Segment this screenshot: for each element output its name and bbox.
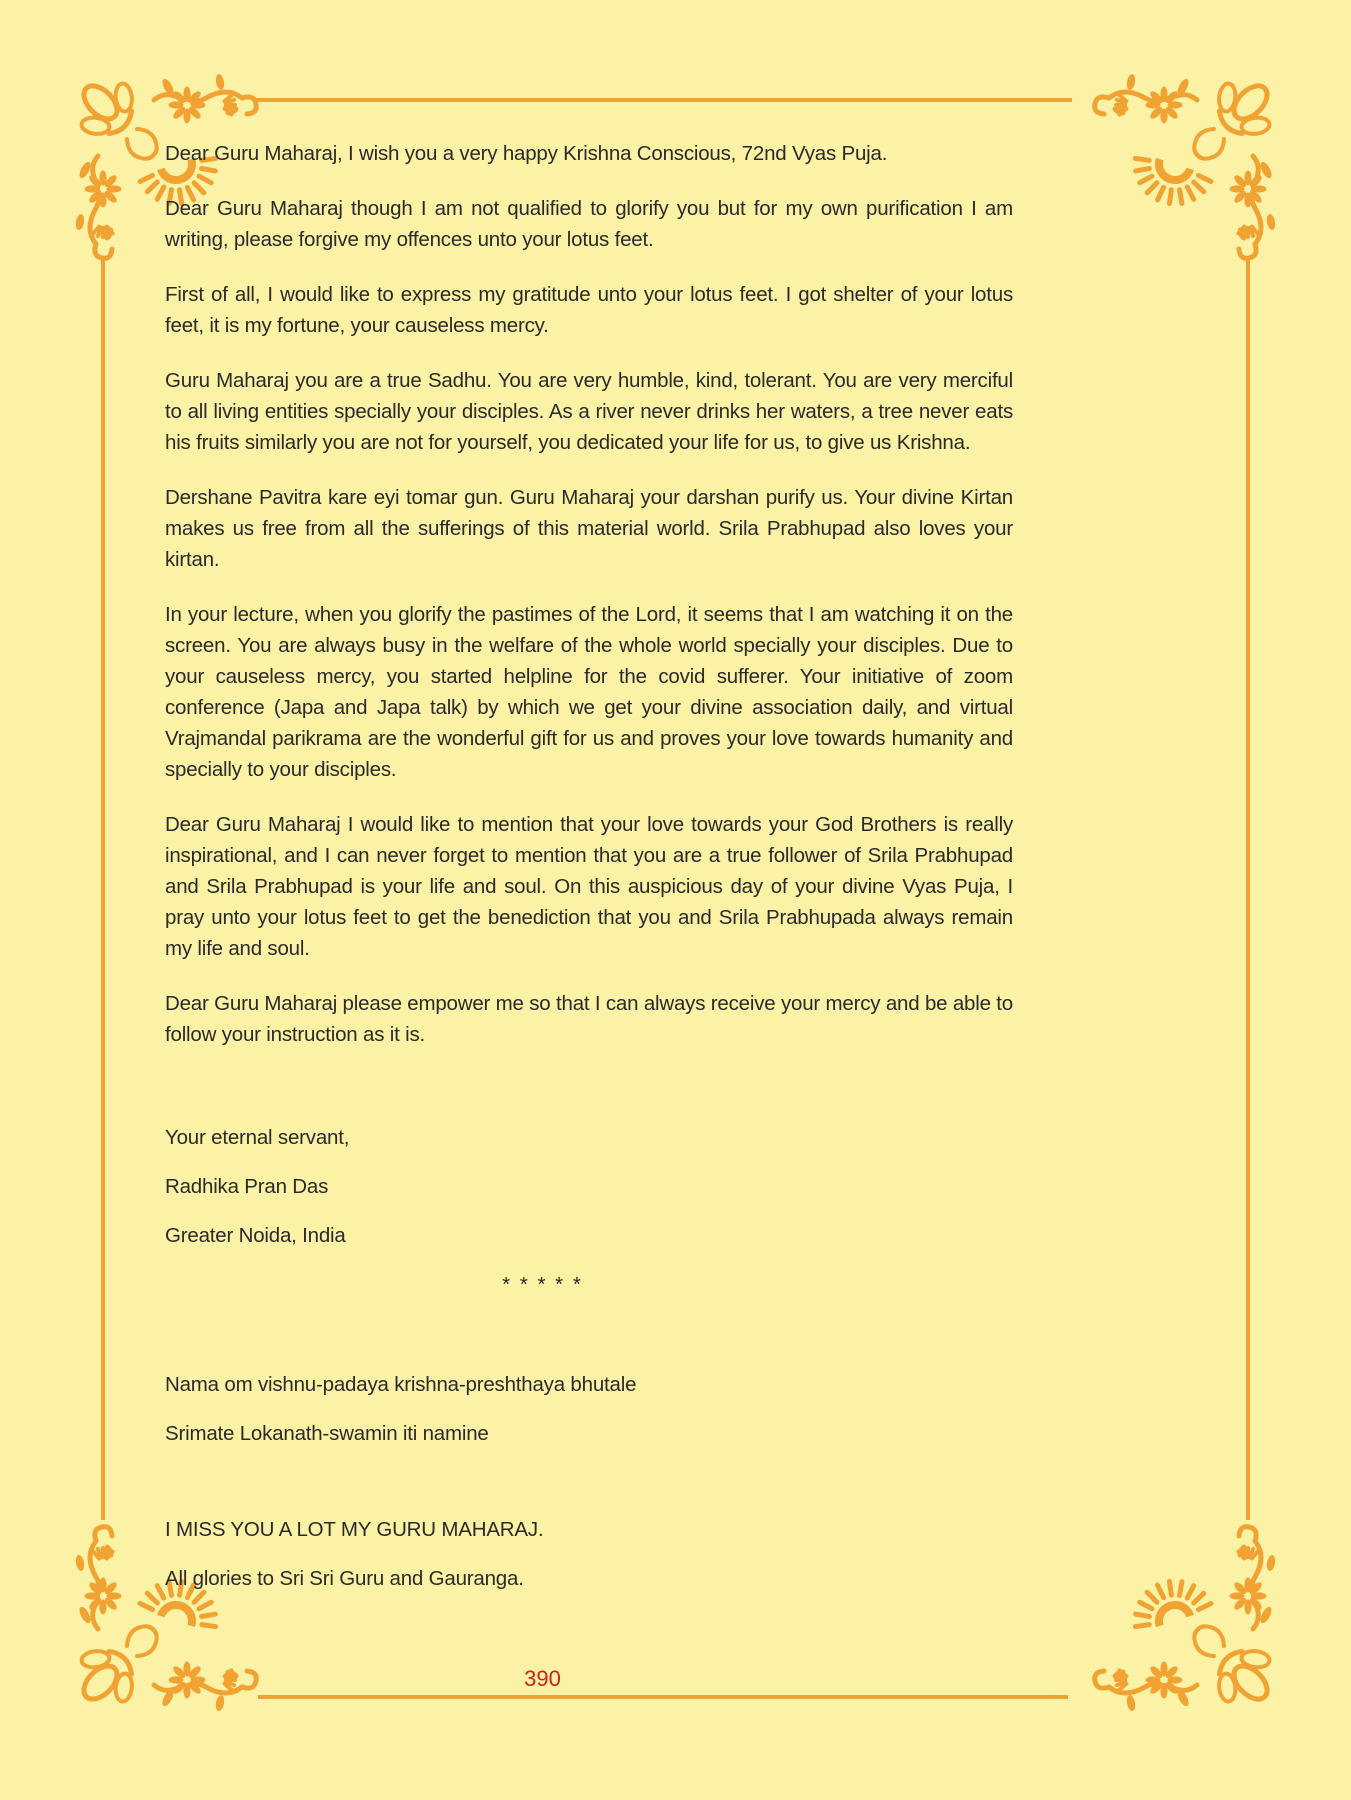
closing-line: All glories to Sri Sri Guru and Gauranga. xyxy=(165,1567,524,1590)
letter-paragraph: Dear Guru Maharaj, I wish you a very happy Krishna Conscious, 72nd Vyas Puja. xyxy=(165,142,888,165)
closing-line: I MISS YOU A LOT MY GURU MAHARAJ. xyxy=(165,1518,544,1541)
signature-name: Radhika Pran Das xyxy=(165,1175,329,1198)
signature-location: Greater Noida, India xyxy=(165,1224,346,1247)
border-rule-top xyxy=(256,98,1072,102)
page-number: 390 xyxy=(524,1666,561,1691)
mantra-line: Srimate Lokanath-swamin iti namine xyxy=(165,1422,489,1445)
border-rule-right xyxy=(1246,256,1250,1520)
letter-paragraph: First of all, I would like to express my gratitude unto your lotus feet. I got shelter of your lotus feet, it is my fortune, your causeless mercy. xyxy=(165,283,1013,337)
mantra-line: Nama om vishnu-padaya krishna-preshthaya bhutale xyxy=(165,1373,637,1396)
border-rule-left xyxy=(101,256,105,1520)
corner-flourish-icon-bottom-right xyxy=(1091,1523,1281,1713)
vertical-spacer xyxy=(165,1467,1013,1514)
border-rule-bottom xyxy=(258,1695,1068,1699)
letter-paragraph: Dershane Pavitra kare eyi tomar gun. Guru Maharaj your darshan purify us. Your divine Kirtan makes us free from all the sufferings of this material world. Srila Prabhupad also loves your kirtan. xyxy=(165,486,1013,571)
letter-paragraph: Dear Guru Maharaj I would like to mention that your love towards your God Brothers is really inspirational, and I can never forget to mention that you are a true follower of Srila Prabhupad and Srila Prabhupad is your life and soul. On this auspicious day of your divine Vyas Puja, I pray unto your lotus feet to get the benediction that you and Srila Prabhupada always remain my life and soul. xyxy=(165,813,1013,960)
section-separator: * * * * * xyxy=(502,1273,583,1296)
letter-body xyxy=(165,138,1013,1612)
letter-paragraph: Dear Guru Maharaj please empower me so that I can always receive your mercy and be able to follow your instruction as it is. xyxy=(165,992,1013,1046)
letter-paragraph: Guru Maharaj you are a true Sadhu. You are very humble, kind, tolerant. You are very merciful to all living entities specially your disciples. As a river never drinks her waters, a tree never eats his fruits similarly you are not for yourself, you dedicated your life for us, to give us Krishna. xyxy=(165,369,1013,454)
corner-flourish-icon-top-right xyxy=(1091,72,1281,262)
signature-line: Your eternal servant, xyxy=(165,1126,350,1149)
letter-paragraph: In your lecture, when you glorify the pastimes of the Lord, it seems that I am watching it on the screen. You are always busy in the welfare of the whole world specially your disciples. Due to your causeless mercy, you started helpline for the covid sufferer. Your initiative of zoom conference (Japa and Japa talk) by which we get your divine association daily, and virtual Vrajmandal parikrama are the wonderful gift for us and proves your love towards humanity and specially to your disciples. xyxy=(165,603,1013,781)
letter-paragraph: Dear Guru Maharaj though I am not qualified to glorify you but for my own purification I am writing, please forgive my offences unto your lotus feet. xyxy=(165,197,1013,251)
